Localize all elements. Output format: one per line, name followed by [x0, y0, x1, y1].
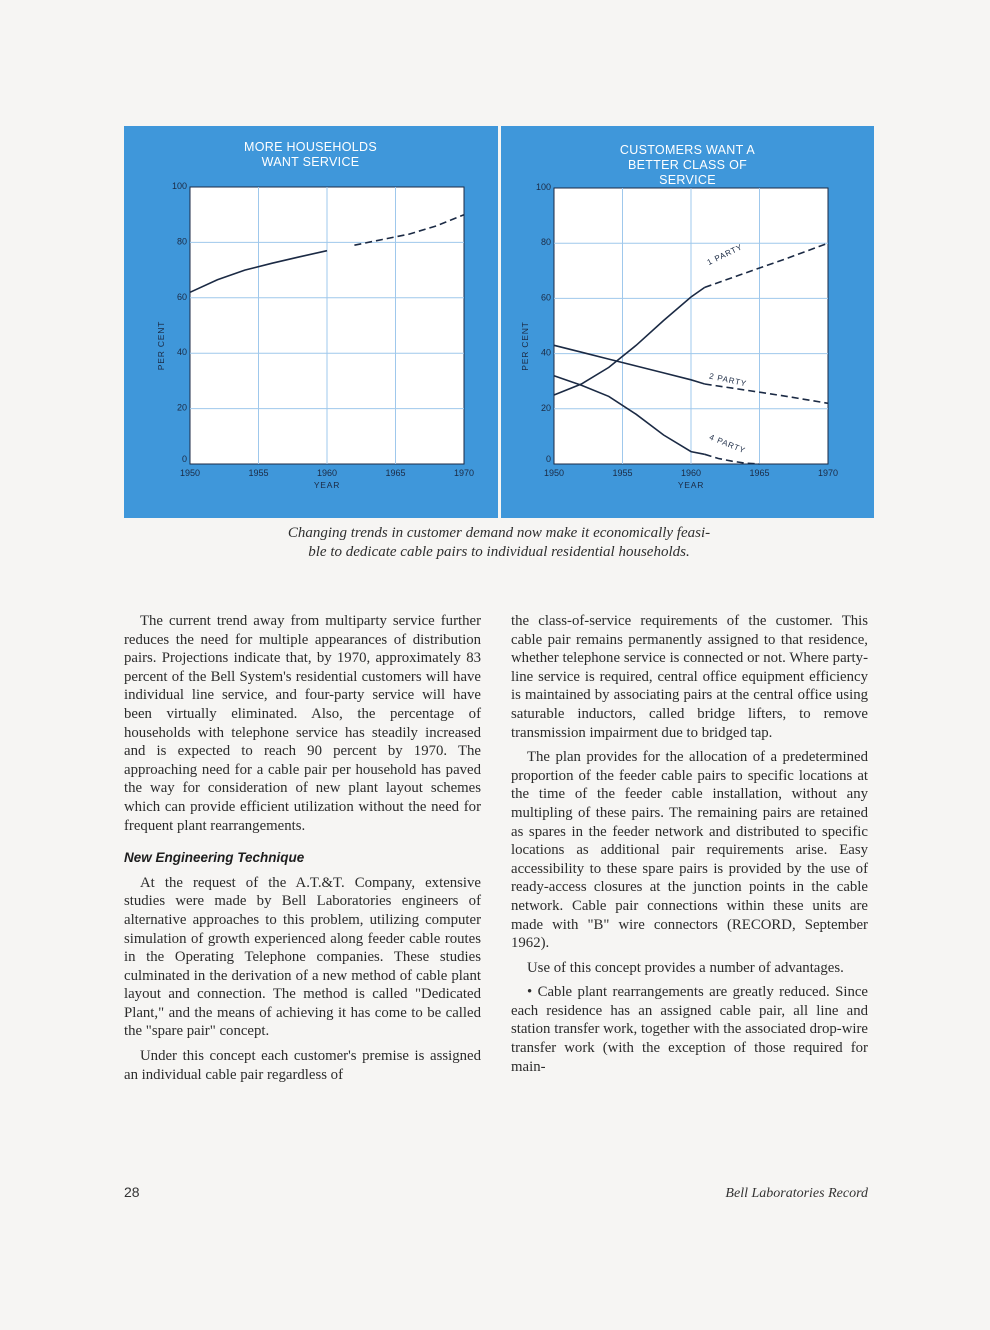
y-tick-label: 0 — [181, 454, 187, 464]
x-axis-label: YEAR — [677, 480, 705, 490]
y-axis-label: PER CENT — [156, 320, 166, 371]
journal-name: Bell Laboratories Record — [725, 1186, 868, 1201]
y-tick-label: 20 — [540, 402, 551, 413]
y-tick-label: 100 — [535, 182, 551, 192]
paragraph: the class-of-service requirements of the customer. This cable pair remains permanently assigned to that residence, whether telephone service is connected or not. Where party-line service is required, central office equipment efficiency is maintained by associating pairs at the central office using saturable inductors, called bridge lifters, to remove transmission impairment due to bridged tap. — [511, 613, 868, 741]
series-label: 1 PARTY — [705, 242, 745, 268]
chart-figure — [124, 126, 874, 518]
x-tick-label: 1970 — [453, 468, 475, 478]
x-axis-label: YEAR — [313, 480, 341, 490]
chart-title-households: MORE HOUSEHOLDS WANT SERVICE — [244, 140, 377, 169]
x-tick-label: 1965 — [749, 468, 770, 478]
x-tick-label: 1955 — [248, 468, 269, 478]
chart-panel-households — [124, 126, 497, 518]
y-tick-label: 100 — [171, 181, 187, 191]
y-tick-label: 60 — [176, 291, 187, 302]
x-tick-label: 1950 — [543, 468, 565, 478]
x-tick-label: 1955 — [612, 468, 633, 478]
paragraph: Under this concept each customer's premise is assigned an individual cable pair regardless of — [124, 1048, 481, 1083]
y-axis-label: PER CENT — [520, 321, 530, 371]
paragraph: At the request of the A.T.&T. Company, extensive studies were made by Bell Laboratories engineers of alternative approaches to this problem, utilizing computer simulation of growth experienced along feeder cable routes in the Operating Telephone companies. These studies culminated in the derivation of a new method of cable plant layout and connection. The method is called "Dedicated Plant," and the means of achieving it has come to be called the "spare pair" concept. — [124, 874, 481, 1040]
x-tick-label: 1960 — [680, 468, 702, 478]
section-heading: New Engineering Technique — [124, 850, 305, 866]
chart-households-svg — [124, 126, 497, 518]
paragraph: • Cable plant rearrangements are greatly reduced. Since each residence has an assigned cable pair, all line and station transfer work, together with the associated drop-wire transfer work (with the exception of those required for main- — [511, 984, 868, 1075]
y-tick-label: 80 — [176, 236, 187, 247]
page-number: 28 — [124, 1184, 140, 1200]
paragraph: The current trend away from multiparty service further reduces the need for multiple appearances of distribution pairs. Projections indicate that, by 1970, approximately 83 percent of the Bell System's residential customers will have individual line service, and four-party service will have been virtually eliminated. Also, the percentage of households with telephone service has steadily increased and is expected to reach 90 percent by 1970. The approaching need for a cable pair per household has paved the way for consideration of new plant layout schemes which can provide efficient utilization without the need for frequent plant rearrangements. — [124, 613, 481, 834]
chart-panel-class — [501, 126, 874, 518]
figure-caption — [124, 524, 874, 562]
y-tick-label: 20 — [176, 402, 187, 413]
paragraph: Use of this concept provides a number of advantages. — [527, 959, 844, 976]
y-tick-label: 80 — [540, 237, 551, 248]
paragraph: The plan provides for the allocation of a predetermined proportion of the feeder cable pairs to specific locations at the time of the feeder cable installation, without any multipling of these pairs. The remaining pairs are retained as spares in the feeder network and distributed to specific locations as additional pair requirements arise. Easy accessibility to these spare pairs is provided by the use of ready-access closures at the junction points in the cable network. Cable pair connections within these units are made with "B" wire connectors (RECORD, September 1962). — [511, 749, 868, 952]
right-column — [511, 612, 868, 1082]
x-tick-label: 1965 — [385, 468, 406, 478]
x-tick-label: 1950 — [179, 468, 201, 478]
x-tick-label: 1970 — [817, 468, 839, 478]
x-tick-label: 1960 — [316, 468, 338, 478]
caption-line-1: Changing trends in customer demand now make it economically feasi- — [287, 525, 711, 541]
y-tick-label: 40 — [176, 347, 187, 358]
y-tick-label: 0 — [545, 454, 551, 464]
chart-title-class: CUSTOMERS WANT A BETTER CLASS OF SERVICE — [619, 143, 756, 187]
chart-class-svg — [501, 126, 874, 518]
left-column — [124, 612, 481, 1090]
series-label: 4 PARTY — [708, 432, 747, 456]
y-tick-label: 60 — [540, 292, 551, 303]
series-label: 2 PARTY — [708, 371, 748, 389]
caption-line-2: ble to dedicate cable pairs to individual residential households. — [308, 544, 690, 560]
y-tick-label: 40 — [540, 347, 551, 358]
